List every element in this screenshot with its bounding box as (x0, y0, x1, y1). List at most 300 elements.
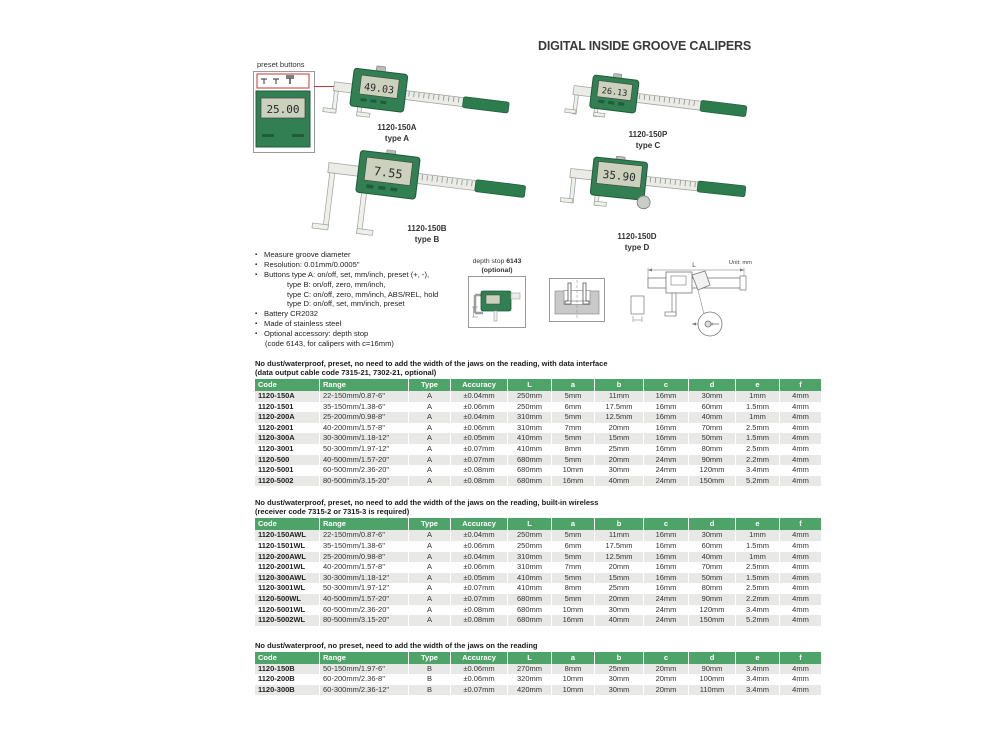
table-row (255, 530, 821, 541)
cell: 2.5mm (736, 562, 780, 573)
bullet-icon: ▪ (255, 272, 258, 278)
cell: 1mm (736, 552, 780, 563)
cell: ±0.05mm (451, 573, 508, 584)
cell: A (409, 412, 451, 423)
product-code: 1120-150B (407, 224, 447, 233)
cell: 24mm (644, 594, 689, 605)
cell: 1120-150AWL (255, 530, 320, 541)
cell: 1120-150B (255, 664, 320, 675)
cell: 40-500mm/1.57-20" (320, 594, 409, 605)
cell: A (409, 444, 451, 455)
table-row (255, 433, 821, 444)
feature-item: type D: on/off, set, mm/inch, preset (287, 299, 405, 309)
product-code: 1120-150D (617, 232, 657, 241)
preset-buttons-label: preset buttons (257, 60, 305, 69)
cell: 1.5mm (736, 433, 780, 444)
cell: 1mm (736, 391, 780, 402)
cell: 310mm (508, 423, 552, 434)
cell: 6mm (552, 541, 595, 552)
bullet-icon: ▪ (255, 310, 258, 317)
product-label-d (582, 231, 692, 253)
table-caption: No dust/waterproof, no preset, need to add the width of the jaws on the reading (255, 640, 538, 650)
feature-item: ▪ Made of stainless steel (255, 318, 342, 328)
cell: ±0.08mm (451, 605, 508, 616)
cell: 16mm (644, 402, 689, 413)
cell: 30mm (595, 465, 644, 476)
cell: ±0.04mm (451, 530, 508, 541)
table-subcaption: (receiver code 7315-2 or 7315-3 is required) (255, 507, 410, 517)
lcd-reading: 26.13 (601, 86, 628, 100)
product-type: type A (384, 134, 410, 143)
cell: 20mm (644, 664, 689, 675)
cell: 1120-3001WL (255, 583, 320, 594)
column-header-accuracy: Accuracy (451, 379, 508, 391)
cell: 70mm (689, 423, 736, 434)
cell: 90mm (689, 594, 736, 605)
cell: 10mm (552, 465, 595, 476)
cell: 5mm (552, 530, 595, 541)
cell: 1120-300AWL (255, 573, 320, 584)
cell: 4mm (792, 422, 809, 432)
cell: 40mm (595, 476, 644, 487)
cell: A (409, 465, 451, 476)
feature-item: ▪ Resolution: 0.01mm/0.0005" (255, 260, 360, 269)
cell: 40-500mm/1.57-20" (320, 455, 409, 466)
column-header-f: f (780, 379, 821, 391)
cell: ±0.07mm (451, 685, 508, 696)
product-type: type B (414, 235, 440, 244)
cell: 25mm (595, 444, 644, 455)
cell: 7mm (552, 423, 595, 434)
product-type: type C (635, 141, 661, 150)
cell: 2.5mm (736, 444, 780, 455)
cell: 5.2mm (736, 476, 780, 487)
table-caption: No dust/waterproof, preset, no need to add the width of the jaws on the reading, built-in wireless (255, 498, 599, 508)
column-header-accuracy: Accuracy (451, 518, 508, 530)
cell: 16mm (552, 615, 595, 626)
cell: 5mm (552, 391, 595, 402)
depth-stop-illustration (468, 276, 526, 328)
feature-item: ▪ Buttons type A: on/off, set, mm/inch, preset (+, -), (255, 270, 430, 279)
cell: 4mm (792, 583, 809, 593)
cell: 12.5mm (595, 412, 644, 423)
cell: 680mm (508, 476, 552, 487)
column-header-code: Code (255, 518, 320, 530)
cell: 4mm (792, 433, 809, 443)
cell: 25mm (595, 583, 644, 594)
cell: 16mm (644, 541, 689, 552)
column-header-f: f (780, 652, 821, 664)
cell: 150mm (689, 615, 736, 626)
feature-item: ▪ Measure groove diameter (255, 250, 351, 259)
cell: ±0.08mm (451, 615, 508, 626)
cell: A (409, 552, 451, 563)
column-header-b: b (595, 518, 644, 530)
cell: 22-150mm/0.87-6" (320, 530, 409, 541)
cell: 4mm (792, 615, 809, 625)
table-row (255, 476, 821, 487)
cell: 60-300mm/2.36-12" (320, 685, 409, 696)
cell: ±0.06mm (451, 674, 508, 685)
cell: 70mm (689, 562, 736, 573)
cell: 3.4mm (736, 685, 780, 696)
cell: 110mm (689, 685, 736, 696)
cell: 4mm (792, 475, 809, 485)
cell: 4mm (792, 530, 809, 540)
cell: 1120-5001WL (255, 605, 320, 616)
cell: 60-500mm/2.36-20" (320, 465, 409, 476)
cell: 4mm (792, 572, 809, 582)
bullet-icon: ▪ (255, 252, 258, 258)
cell: 16mm (644, 433, 689, 444)
table-row (255, 465, 821, 476)
cell: A (409, 476, 451, 487)
cell: A (409, 541, 451, 552)
cell: 20mm (595, 594, 644, 605)
cell: 20mm (644, 685, 689, 696)
cell: 80mm (689, 444, 736, 455)
product-code: 1120-150A (377, 123, 417, 132)
bullet-icon: ▪ (255, 330, 258, 337)
cell: 680mm (508, 594, 552, 605)
cell: A (409, 391, 451, 402)
cell: 16mm (644, 444, 689, 455)
groove-schematic (549, 278, 605, 322)
header-row (255, 652, 821, 664)
column-header-range: Range (320, 518, 409, 530)
cell: 680mm (508, 615, 552, 626)
page-title: DIGITAL INSIDE GROOVE CALIPERS (538, 39, 752, 53)
cell: 80mm (689, 583, 736, 594)
cell: 50-300mm/1.97-12" (320, 583, 409, 594)
cell: 15mm (595, 573, 644, 584)
table-row (255, 664, 821, 675)
column-header-e: e (736, 518, 780, 530)
cell: 680mm (508, 465, 552, 476)
column-header-range: Range (320, 652, 409, 664)
cell: 3.4mm (736, 664, 780, 675)
feature-item: ▪ Battery CR2032 (255, 308, 319, 318)
cell: 1120-1501WL (255, 541, 320, 552)
cell: 100mm (689, 674, 736, 685)
cell: ±0.06mm (451, 423, 508, 434)
table-row (255, 455, 821, 466)
column-header-e: e (736, 379, 780, 391)
table-row (255, 562, 821, 573)
cell: 4mm (792, 401, 809, 411)
cell: 1120-500 (255, 455, 320, 466)
cell: 120mm (689, 465, 736, 476)
feature-item: ▪ Optional accessory: depth stop (255, 328, 369, 338)
cell: 1120-200AWL (255, 552, 320, 563)
cell: 1120-300A (255, 433, 320, 444)
cell: 1120-1501 (255, 402, 320, 413)
column-header-code: Code (255, 652, 320, 664)
cell: 40-200mm/1.57-8" (320, 562, 409, 573)
cell: 320mm (508, 674, 552, 685)
table-row (255, 552, 821, 563)
column-header-l: L (508, 652, 552, 664)
cell: 20mm (644, 674, 689, 685)
cell: A (409, 605, 451, 616)
cell: ±0.08mm (451, 476, 508, 487)
feature-list (255, 250, 470, 348)
cell: 1120-5002WL (255, 615, 320, 626)
cell: 20mm (595, 562, 644, 573)
cell: 8mm (552, 444, 595, 455)
cell: A (409, 455, 451, 466)
lcd-reading: 7.55 (373, 164, 404, 182)
column-header-c: c (644, 652, 689, 664)
cell: ±0.07mm (451, 583, 508, 594)
cell: A (409, 433, 451, 444)
lcd-reading: 35.90 (602, 167, 637, 185)
cell: A (409, 562, 451, 573)
feature-item: type C: on/off, zero, mm/inch, ABS/REL, hold (287, 289, 439, 299)
header-row (255, 518, 821, 530)
cell: 4mm (792, 465, 809, 475)
cell: 5mm (552, 573, 595, 584)
table-row (255, 573, 821, 584)
feature-item: type B: on/off, zero, mm/inch, (287, 280, 386, 289)
column-header-l: L (508, 518, 552, 530)
table-row (255, 423, 821, 434)
cell: ±0.04mm (451, 552, 508, 563)
table-row (255, 594, 821, 605)
cell: 25-200mm/0.98-8" (320, 412, 409, 423)
table-row (255, 402, 821, 413)
cell: 24mm (644, 615, 689, 626)
button-icons (261, 76, 294, 84)
dimension-drawing (628, 254, 754, 350)
cell: 50mm (689, 573, 736, 584)
spec-tables (255, 359, 809, 695)
product-code: 1120-150P (628, 130, 668, 139)
cell: 16mm (644, 530, 689, 541)
column-header-range: Range (320, 379, 409, 391)
cell: 15mm (595, 433, 644, 444)
cell: 6mm (552, 402, 595, 413)
cell: 1120-150A (255, 391, 320, 402)
cell: 4mm (792, 454, 809, 464)
cell: ±0.08mm (451, 465, 508, 476)
cell: 680mm (508, 605, 552, 616)
cell: 35-150mm/1.38-6" (320, 402, 409, 413)
cell: 2.2mm (736, 455, 780, 466)
cell: 5mm (552, 455, 595, 466)
cell: 4mm (792, 540, 809, 550)
depth-stop-label: depth stop 6143 (optional) (472, 258, 522, 274)
column-header-type: Type (409, 652, 451, 664)
cell: 24mm (644, 465, 689, 476)
cell: 3.4mm (736, 674, 780, 685)
table-row (255, 541, 821, 552)
column-header-f: f (780, 518, 821, 530)
column-header-type: Type (409, 518, 451, 530)
cell: 40mm (689, 412, 736, 423)
cell: A (409, 402, 451, 413)
column-header-d: d (689, 652, 736, 664)
cell: 30mm (689, 391, 736, 402)
cell: 24mm (644, 455, 689, 466)
column-header-d: d (689, 379, 736, 391)
cell: 3.4mm (736, 465, 780, 476)
cell: 410mm (508, 433, 552, 444)
cell: 1120-5001 (255, 465, 320, 476)
inset-lcd-reading: 25.00 (266, 103, 300, 116)
column-header-b: b (595, 652, 644, 664)
cell: 4mm (792, 391, 809, 400)
cell: 40mm (595, 615, 644, 626)
cell: 50-150mm/1.97-6" (320, 664, 409, 675)
cell: 5mm (552, 552, 595, 563)
cell: 20mm (595, 455, 644, 466)
length-dim-label: L (692, 262, 696, 269)
table-caption: No dust/waterproof, preset, no need to add the width of the jaws on the reading, with data interface (255, 359, 608, 368)
unit-label: Unit: mm (728, 260, 752, 266)
cell: 310mm (508, 412, 552, 423)
bullet-icon: ▪ (255, 262, 258, 268)
column-header-accuracy: Accuracy (451, 652, 508, 664)
column-header-a: a (552, 652, 595, 664)
column-header-a: a (552, 518, 595, 530)
cell: 2.5mm (736, 423, 780, 434)
cell: 12.5mm (595, 552, 644, 563)
cell: 4mm (792, 443, 809, 453)
cell: 410mm (508, 583, 552, 594)
cell: 30mm (595, 685, 644, 696)
cell: 30mm (689, 530, 736, 541)
cell: A (409, 615, 451, 626)
cell: 4mm (792, 412, 809, 422)
table-row (255, 685, 821, 696)
cell: 16mm (644, 423, 689, 434)
table-row (255, 674, 821, 685)
cell: 1120-2001WL (255, 562, 320, 573)
header-row (255, 379, 821, 391)
cell: 1.5mm (736, 573, 780, 584)
cell: 24mm (644, 476, 689, 487)
cell: 10mm (552, 674, 595, 685)
column-header-type: Type (409, 379, 451, 391)
cell: A (409, 573, 451, 584)
column-header-c: c (644, 518, 689, 530)
cell: 24mm (644, 605, 689, 616)
cell: 1mm (736, 530, 780, 541)
cell: 16mm (552, 476, 595, 487)
cell: 30mm (595, 605, 644, 616)
cell: ±0.04mm (451, 391, 508, 402)
cell: 22-150mm/0.87-6" (320, 391, 409, 402)
cell: 17.5mm (595, 541, 644, 552)
cell: 250mm (508, 530, 552, 541)
table-row (255, 391, 821, 402)
cell: 8mm (552, 583, 595, 594)
cell: 50-300mm/1.97-12" (320, 444, 409, 455)
spec-table-wireless (255, 518, 821, 625)
cell: A (409, 530, 451, 541)
cell: 4mm (792, 674, 809, 684)
cell: ±0.06mm (451, 402, 508, 413)
cell: ±0.04mm (451, 412, 508, 423)
cell: 16mm (644, 562, 689, 573)
product-type: type D (624, 243, 650, 252)
cell: 40-200mm/1.57-8" (320, 423, 409, 434)
cell: 4mm (792, 604, 809, 614)
table-subcaption: (data output cable code 7315-21, 7302-21, optional) (255, 368, 437, 377)
cell: 16mm (644, 412, 689, 423)
cell: 1120-500WL (255, 594, 320, 605)
cell: 120mm (689, 605, 736, 616)
cell: 250mm (508, 541, 552, 552)
cell: 1120-200A (255, 412, 320, 423)
cell: A (409, 594, 451, 605)
cell: 20mm (595, 423, 644, 434)
cell: B (409, 664, 451, 675)
cell: 35-150mm/1.38-6" (320, 541, 409, 552)
product-label-b (372, 223, 482, 245)
table-row (255, 583, 821, 594)
spec-table-data-interface (255, 379, 821, 486)
cell: 5mm (552, 412, 595, 423)
cell: 310mm (508, 552, 552, 563)
spec-section-data-interface (255, 359, 809, 486)
product-label-a (342, 122, 452, 144)
cell: 25mm (595, 664, 644, 675)
cell: 60-500mm/2.36-20" (320, 605, 409, 616)
cell: 410mm (508, 573, 552, 584)
cell: 410mm (508, 444, 552, 455)
lcd-reading: 49.03 (363, 81, 395, 97)
cell: 4mm (792, 684, 809, 694)
column-header-code: Code (255, 379, 320, 391)
column-header-l: L (508, 379, 552, 391)
spec-section-wireless (255, 498, 809, 625)
cell: 1120-5002 (255, 476, 320, 487)
cell: 2.5mm (736, 583, 780, 594)
product-label-c (593, 129, 703, 151)
cell: 270mm (508, 664, 552, 675)
cell: 250mm (508, 402, 552, 413)
cell: 10mm (552, 605, 595, 616)
cell: ±0.05mm (451, 433, 508, 444)
cell: 10mm (552, 685, 595, 696)
cell: 80-500mm/3.15-20" (320, 615, 409, 626)
cell: 30-300mm/1.18-12" (320, 573, 409, 584)
cell: 50mm (689, 433, 736, 444)
cell: 3.4mm (736, 605, 780, 616)
cell: 40mm (689, 552, 736, 563)
table-row (255, 605, 821, 616)
cell: 1mm (736, 412, 780, 423)
cell: 80-500mm/3.15-20" (320, 476, 409, 487)
feature-item: (code 6143, for calipers with c=16mm) (265, 338, 394, 348)
cell: 4mm (792, 663, 809, 673)
cell: 11mm (595, 391, 644, 402)
cell: ±0.06mm (451, 541, 508, 552)
cell: B (409, 685, 451, 696)
cell: 30mm (595, 674, 644, 685)
cell: 150mm (689, 476, 736, 487)
cell: 1120-200B (255, 674, 320, 685)
table-row (255, 444, 821, 455)
cell: 4mm (792, 551, 809, 561)
cell: 90mm (689, 455, 736, 466)
cell: ±0.07mm (451, 594, 508, 605)
cell: 1120-2001 (255, 423, 320, 434)
cell: 250mm (508, 391, 552, 402)
cell: 60mm (689, 402, 736, 413)
